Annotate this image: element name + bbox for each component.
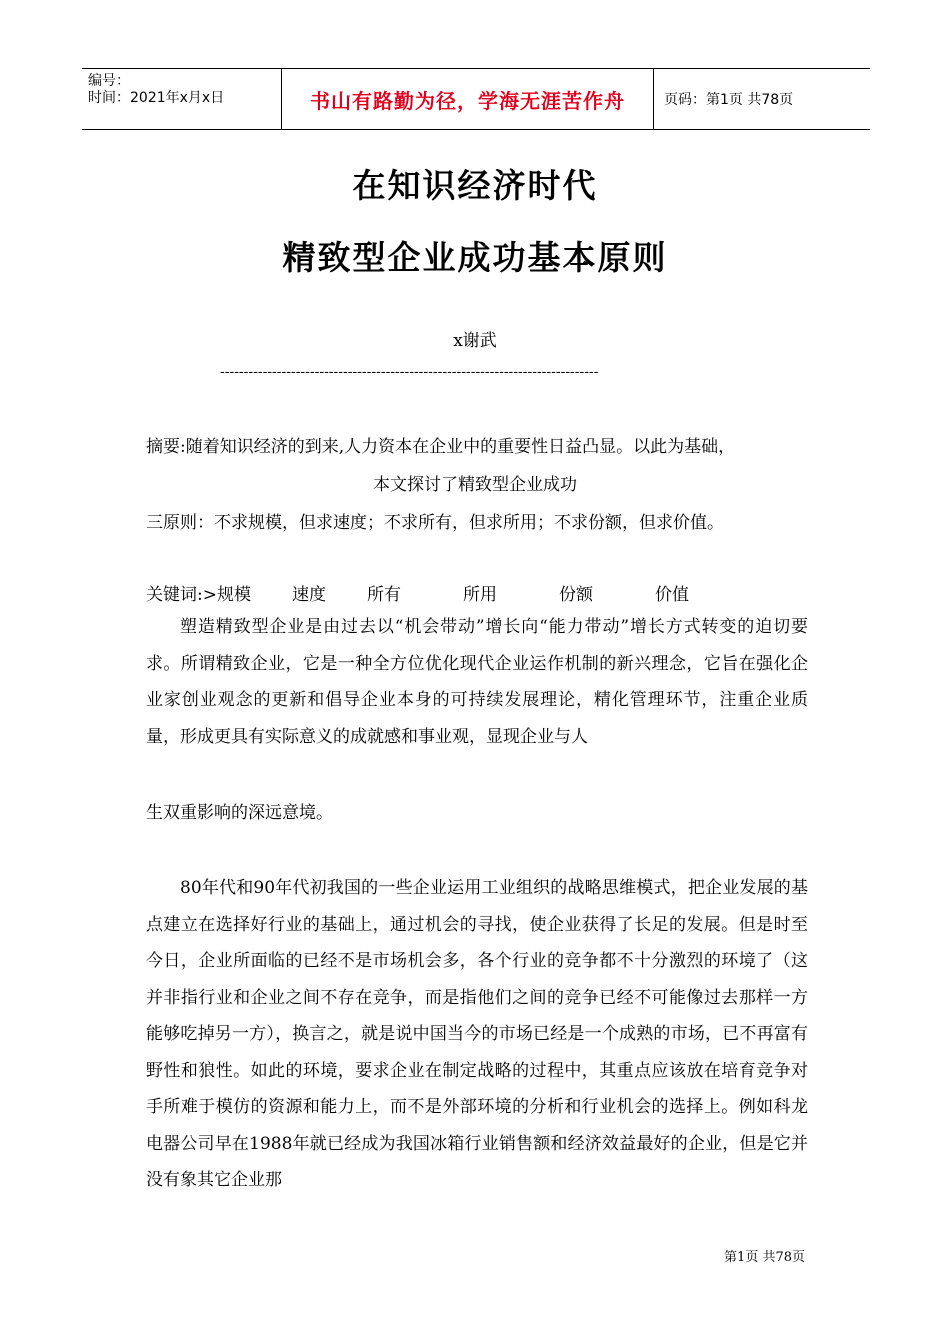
- document-header: [82, 68, 870, 130]
- abstract-line-1: 摘要:随着知识经济的到来,人力资本在企业中的重要性日益凸显。以此为基础，: [146, 437, 736, 457]
- keyword: 速度: [291, 585, 326, 605]
- paragraph-1-tail: 生双重影响的深远意境。: [146, 803, 333, 823]
- paragraph-1: 塑造精致型企业是由过去以“机会带动”增长向“能力带动”增长方式转变的迫切要求。所谓精致企业，它是一种全方位优化现代企业运作机制的新兴理念，它旨在强化企业家创业观念的更新和倡导企业本身的可持续发展理论，精化管理环节，注重企业质量，形成更具有实际意义的成就感和事业观，显现企业与人: [146, 617, 808, 747]
- number-label: 编号：: [88, 73, 130, 89]
- header-motto: 书山有路勤为径，学海无涯苦作舟: [281, 69, 654, 129]
- page-footer: 第1页 共78页: [724, 1250, 805, 1265]
- title-line-2: 精致型企业成功基本原则: [282, 238, 668, 277]
- keyword: 价值: [654, 585, 689, 605]
- header-meta: [82, 69, 281, 129]
- time-label: 时间：2021年x月x日: [88, 90, 225, 106]
- separator-line: --------------------------------------------------------------------------------: [220, 364, 599, 380]
- title-line-1: 在知识经济时代: [352, 166, 598, 205]
- header-page-info: 页码：第1页 共78页: [664, 92, 794, 108]
- author: x谢武: [453, 331, 497, 351]
- keyword: 所用: [462, 585, 497, 605]
- keyword: 所有: [366, 585, 401, 605]
- keyword: 份额: [558, 585, 593, 605]
- paragraph-2: 80年代和90年代初我国的一些企业运用工业组织的战略思维模式，把企业发展的基点建立在选择好行业的基础上，通过机会的寻找，使企业获得了长足的发展。但是时至今日，企业所面临的已经不是市场机会多，各个行业的竞争都不十分激烈的环境了（这并非指行业和企业之间不存在竞争，而是指他们之间的竞争已经不可能像过去那样一方能够吃掉另一方），换言之，就是说中国当今的市场已经是一个成熟的市场，已不再富有野性和狼性。如此的环境，要求企业在制定战略的过程中，其重点应该放在培育竞争对手所难于模仿的资源和能力上，而不是外部环境的分析和行业机会的选择上。例如科龙电器公司早在1988年就已经成为我国冰箱行业销售额和经济效益最好的企业，但是它并没有象其它企业那: [146, 878, 808, 1190]
- keywords-label: 关键词:>: [146, 585, 217, 605]
- keywords: [146, 580, 689, 605]
- abstract-line-3: 三原则：不求规模，但求速度；不求所有，但求所用；不求份额，但求价值。: [146, 513, 724, 533]
- keyword: 规模: [216, 585, 251, 605]
- abstract-line-2: 本文探讨了精致型企业成功: [373, 475, 577, 495]
